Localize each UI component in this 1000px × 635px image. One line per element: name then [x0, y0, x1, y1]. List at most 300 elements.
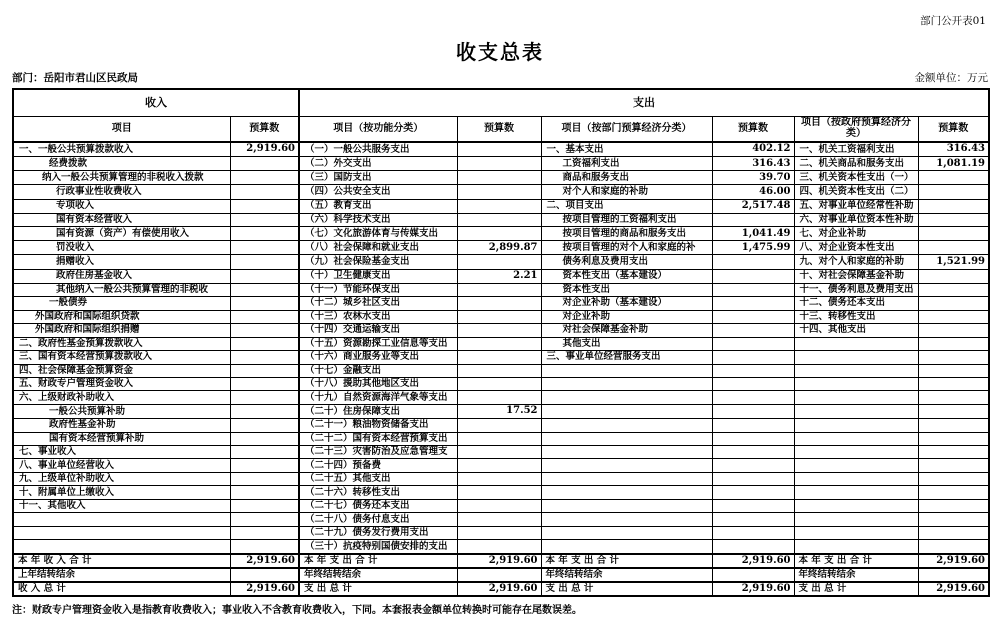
income-budget-cell: [230, 499, 299, 512]
table-row: [13, 526, 989, 539]
functional-item-cell: （十四）交通运输支出: [299, 324, 457, 337]
dept-econ-item-cell: 对个人和家庭的补助: [541, 185, 712, 199]
gov-econ-item-cell: 六、对事业单位资本性补助: [794, 213, 918, 226]
table-row: [13, 227, 989, 241]
income-item-cell: 八、事业单位经营收入: [13, 459, 230, 472]
dept-econ-budget-cell: [712, 297, 794, 310]
summary-row: [13, 568, 989, 582]
income-group-header: 收入: [13, 89, 299, 116]
dept-econ-budget-cell: [712, 459, 794, 472]
table-row: [13, 142, 989, 157]
functional-item-cell: （二十八）债务付息支出: [299, 513, 457, 526]
functional-item-cell: （七）文化旅游体育与传媒支出: [299, 227, 457, 241]
table-header: [13, 89, 989, 142]
summary-row: [13, 582, 989, 596]
income-budget-cell: [230, 432, 299, 445]
functional-item-cell: （二）外交支出: [299, 157, 457, 171]
functional-total-label-cell: 支 出 总 计: [299, 582, 457, 596]
income-budget-cell: [230, 255, 299, 269]
gov-econ-budget-cell: [918, 199, 989, 213]
gov-econ-budget-cell: 1,521.99: [918, 255, 989, 269]
table-row: [13, 472, 989, 485]
gov-econ-budget-cell: [918, 213, 989, 226]
gov-econ-item-cell: 十二、债务还本支出: [794, 297, 918, 310]
income-budget-cell: [230, 324, 299, 337]
gov-econ-item-cell: 一、机关工资福利支出: [794, 142, 918, 157]
gov-econ-item-cell: [794, 513, 918, 526]
gov-econ-item-cell: 八、对企业资本性支出: [794, 241, 918, 255]
table-row: [13, 283, 989, 296]
gov-econ-item-cell: 十四、其他支出: [794, 324, 918, 337]
gov-econ-budget-cell: [918, 171, 989, 185]
functional-budget-cell: [457, 499, 541, 512]
functional-total-value-cell: 2,919.60: [457, 554, 541, 568]
dept-econ-item-cell: 按项目管理的对个人和家庭的补: [541, 241, 712, 255]
income-budget-cell: [230, 404, 299, 418]
dept-econ-total-value-cell: 2,919.60: [712, 554, 794, 568]
income-item-cell: 行政事业性收费收入: [13, 185, 230, 199]
functional-item-cell: （二十三）灾害防治及应急管理支: [299, 445, 457, 458]
income-budget-cell: [230, 472, 299, 485]
dept-econ-budget-cell: [712, 324, 794, 337]
income-item-cell: 纳入一般公共预算管理的非税收入拨款: [13, 171, 230, 185]
income-item-cell: 一、一般公共预算拨款收入: [13, 142, 230, 157]
gov-econ-item-cell: 十、对社会保障基金补助: [794, 269, 918, 283]
dept-econ-budget-cell: [712, 472, 794, 485]
functional-budget-cell: [457, 540, 541, 554]
income-budget-cell: [230, 297, 299, 310]
functional-budget-cell: [457, 310, 541, 323]
functional-item-cell: （九）社会保险基金支出: [299, 255, 457, 269]
dept-econ-budget-cell: 1,041.49: [712, 227, 794, 241]
dept-econ-item-cell: 按项目管理的商品和服务支出: [541, 227, 712, 241]
functional-total-value-cell: [457, 568, 541, 582]
income-item-cell: [13, 513, 230, 526]
functional-item-cell: （二十四）预备费: [299, 459, 457, 472]
gov-econ-item-cell: 十三、转移性支出: [794, 310, 918, 323]
gov-econ-budget-cell: [918, 227, 989, 241]
dept-econ-budget-cell: [712, 364, 794, 377]
income-item-cell: 专项收入: [13, 199, 230, 213]
gov-econ-budget-cell: [918, 283, 989, 296]
gov-econ-item-cell: [794, 526, 918, 539]
dept-econ-budget-cell: [712, 269, 794, 283]
functional-budget-cell: [457, 227, 541, 241]
col-header-income-budget: 预算数: [230, 116, 299, 142]
meta-row: [12, 70, 988, 85]
gov-econ-budget-cell: [918, 513, 989, 526]
income-budget-cell: [230, 227, 299, 241]
dept-econ-budget-cell: [712, 377, 794, 390]
gov-econ-budget-cell: [918, 445, 989, 458]
income-budget-cell: [230, 269, 299, 283]
functional-budget-cell: [457, 377, 541, 390]
table-row: [13, 513, 989, 526]
income-item-cell: 十一、其他收入: [13, 499, 230, 512]
gov-econ-item-cell: [794, 391, 918, 404]
functional-budget-cell: [457, 199, 541, 213]
col-header-income-item: 项目: [13, 116, 230, 142]
table-row: [13, 213, 989, 226]
dept-econ-item-cell: [541, 540, 712, 554]
gov-econ-budget-cell: [918, 364, 989, 377]
dept-econ-budget-cell: [712, 391, 794, 404]
income-item-cell: 国有资本经营预算补助: [13, 432, 230, 445]
table-row: [13, 419, 989, 432]
gov-econ-budget-cell: [918, 377, 989, 390]
gov-econ-budget-cell: [918, 241, 989, 255]
income-budget-cell: [230, 157, 299, 171]
income-item-cell: 一般债券: [13, 297, 230, 310]
gov-econ-item-cell: 四、机关资本性支出（二）: [794, 185, 918, 199]
table-row: [13, 199, 989, 213]
income-budget-cell: [230, 351, 299, 364]
income-budget-cell: [230, 486, 299, 499]
dept-econ-item-cell: [541, 513, 712, 526]
dept-econ-total-label-cell: 年终结转结余: [541, 568, 712, 582]
gov-econ-item-cell: [794, 337, 918, 350]
dept-econ-item-cell: [541, 391, 712, 404]
income-budget-cell: [230, 419, 299, 432]
dept-econ-budget-cell: [712, 486, 794, 499]
col-header-dept-econ-budget: 预算数: [712, 116, 794, 142]
functional-budget-cell: [457, 391, 541, 404]
functional-item-cell: （十九）自然资源海洋气象等支出: [299, 391, 457, 404]
income-item-cell: 国有资源（资产）有偿使用收入: [13, 227, 230, 241]
income-budget-cell: [230, 241, 299, 255]
gov-econ-item-cell: 三、机关资本性支出（一）: [794, 171, 918, 185]
functional-budget-cell: [457, 213, 541, 226]
income-item-cell: 二、政府性基金预算拨款收入: [13, 337, 230, 350]
income-item-cell: 其他纳入一般公共预算管理的非税收: [13, 283, 230, 296]
functional-budget-cell: [457, 351, 541, 364]
table-row: [13, 540, 989, 554]
dept-econ-item-cell: [541, 445, 712, 458]
gov-econ-item-cell: [794, 445, 918, 458]
income-item-cell: 罚没收入: [13, 241, 230, 255]
functional-budget-cell: [457, 157, 541, 171]
dept-econ-budget-cell: 2,517.48: [712, 199, 794, 213]
income-item-cell: 三、国有资本经营预算拨款收入: [13, 351, 230, 364]
functional-budget-cell: [457, 142, 541, 157]
table-row: [13, 324, 989, 337]
dept-econ-item-cell: 二、项目支出: [541, 199, 712, 213]
dept-econ-budget-cell: [712, 404, 794, 418]
gov-econ-total-value-cell: [918, 568, 989, 582]
income-total-label-cell: 本 年 收 入 合 计: [13, 554, 230, 568]
functional-item-cell: （十七）金融支出: [299, 364, 457, 377]
dept-econ-budget-cell: [712, 499, 794, 512]
income-budget-cell: [230, 283, 299, 296]
expenditure-group-header: 支出: [299, 89, 989, 116]
dept-econ-budget-cell: [712, 432, 794, 445]
income-item-cell: 七、事业收入: [13, 445, 230, 458]
dept-econ-total-value-cell: 2,919.60: [712, 582, 794, 596]
income-budget-cell: [230, 445, 299, 458]
functional-budget-cell: [457, 472, 541, 485]
functional-item-cell: （二十一）粮油物资储备支出: [299, 419, 457, 432]
functional-budget-cell: 2,899.87: [457, 241, 541, 255]
table-row: [13, 459, 989, 472]
income-total-label-cell: 上年结转结余: [13, 568, 230, 582]
dept-econ-budget-cell: [712, 540, 794, 554]
dept-econ-item-cell: 债务利息及费用支出: [541, 255, 712, 269]
table-row: [13, 499, 989, 512]
dept-econ-total-value-cell: [712, 568, 794, 582]
functional-budget-cell: [457, 486, 541, 499]
dept-econ-budget-cell: [712, 255, 794, 269]
functional-item-cell: （十一）节能环保支出: [299, 283, 457, 296]
table-row: [13, 337, 989, 350]
income-item-cell: 政府性基金补助: [13, 419, 230, 432]
income-item-cell: 捐赠收入: [13, 255, 230, 269]
gov-econ-item-cell: 七、对企业补助: [794, 227, 918, 241]
summary-row: [13, 554, 989, 568]
functional-budget-cell: [457, 255, 541, 269]
functional-budget-cell: 2.21: [457, 269, 541, 283]
gov-econ-item-cell: 十一、债务利息及费用支出: [794, 283, 918, 296]
gov-econ-total-label-cell: 本 年 支 出 合 计: [794, 554, 918, 568]
column-header-row: [13, 116, 989, 142]
functional-item-cell: （二十）住房保障支出: [299, 404, 457, 418]
table-row: [13, 255, 989, 269]
functional-budget-cell: 17.52: [457, 404, 541, 418]
income-item-cell: 六、上级财政补助收入: [13, 391, 230, 404]
functional-budget-cell: [457, 283, 541, 296]
table-row: [13, 171, 989, 185]
dept-econ-budget-cell: 1,475.99: [712, 241, 794, 255]
functional-item-cell: （二十五）其他支出: [299, 472, 457, 485]
income-item-cell: 经费拨款: [13, 157, 230, 171]
dept-econ-budget-cell: 402.12: [712, 142, 794, 157]
dept-econ-item-cell: [541, 486, 712, 499]
page-title: 收支总表: [456, 40, 544, 64]
gov-econ-budget-cell: 316.43: [918, 142, 989, 157]
dept-econ-budget-cell: [712, 419, 794, 432]
gov-econ-budget-cell: [918, 526, 989, 539]
dept-econ-budget-cell: [712, 283, 794, 296]
income-total-value-cell: 2,919.60: [230, 582, 299, 596]
dept-econ-item-cell: [541, 404, 712, 418]
functional-item-cell: （三）国防支出: [299, 171, 457, 185]
income-total-label-cell: 收 入 总 计: [13, 582, 230, 596]
table-row: [13, 445, 989, 458]
dept-econ-budget-cell: [712, 351, 794, 364]
dept-econ-budget-cell: [712, 213, 794, 226]
gov-econ-total-value-cell: 2,919.60: [918, 582, 989, 596]
gov-econ-item-cell: [794, 377, 918, 390]
functional-item-cell: （二十七）债务还本支出: [299, 499, 457, 512]
functional-item-cell: （十五）资源勘探工业信息等支出: [299, 337, 457, 350]
income-budget-cell: [230, 391, 299, 404]
income-budget-cell: [230, 459, 299, 472]
functional-item-cell: （八）社会保障和就业支出: [299, 241, 457, 255]
gov-econ-budget-cell: [918, 351, 989, 364]
gov-econ-budget-cell: [918, 404, 989, 418]
functional-budget-cell: [457, 445, 541, 458]
table-row: [13, 297, 989, 310]
table-row: [13, 351, 989, 364]
gov-econ-item-cell: [794, 404, 918, 418]
dept-econ-item-cell: 资本性支出（基本建设）: [541, 269, 712, 283]
functional-total-label-cell: 本 年 支 出 合 计: [299, 554, 457, 568]
amount-unit-label: 金额单位：万元: [914, 72, 988, 84]
gov-econ-budget-cell: [918, 499, 989, 512]
gov-econ-item-cell: [794, 364, 918, 377]
dept-econ-item-cell: 资本性支出: [541, 283, 712, 296]
dept-econ-item-cell: 对企业补助: [541, 310, 712, 323]
group-header-row: [13, 89, 989, 116]
income-item-cell: 政府住房基金收入: [13, 269, 230, 283]
dept-econ-budget-cell: [712, 337, 794, 350]
functional-budget-cell: [457, 324, 541, 337]
functional-item-cell: （六）科学技术支出: [299, 213, 457, 226]
gov-econ-budget-cell: [918, 391, 989, 404]
dept-econ-budget-cell: 316.43: [712, 157, 794, 171]
gov-econ-item-cell: [794, 351, 918, 364]
functional-item-cell: （二十九）债务发行费用支出: [299, 526, 457, 539]
gov-econ-total-label-cell: 支 出 总 计: [794, 582, 918, 596]
table-row: [13, 486, 989, 499]
table-row: [13, 269, 989, 283]
income-budget-cell: [230, 526, 299, 539]
gov-econ-item-cell: 二、机关商品和服务支出: [794, 157, 918, 171]
dept-econ-item-cell: 三、事业单位经营服务支出: [541, 351, 712, 364]
income-budget-cell: [230, 213, 299, 226]
gov-econ-item-cell: [794, 432, 918, 445]
income-budget-cell: [230, 337, 299, 350]
gov-econ-total-label-cell: 年终结转结余: [794, 568, 918, 582]
dept-econ-item-cell: [541, 499, 712, 512]
gov-econ-total-value-cell: 2,919.60: [918, 554, 989, 568]
functional-item-cell: （四）公共安全支出: [299, 185, 457, 199]
table-body: [13, 142, 989, 554]
functional-budget-cell: [457, 459, 541, 472]
gov-econ-item-cell: [794, 419, 918, 432]
gov-econ-item-cell: [794, 540, 918, 554]
dept-econ-budget-cell: 39.70: [712, 171, 794, 185]
gov-econ-budget-cell: [918, 419, 989, 432]
income-budget-cell: [230, 364, 299, 377]
dept-econ-item-cell: 对社会保障基金补助: [541, 324, 712, 337]
gov-econ-budget-cell: 1,081.19: [918, 157, 989, 171]
income-budget-cell: [230, 199, 299, 213]
col-header-dept-econ-item: 项目（按部门预算经济分类）: [541, 116, 712, 142]
budget-table: [12, 88, 990, 597]
col-header-gov-econ-budget: 预算数: [918, 116, 989, 142]
gov-econ-item-cell: [794, 472, 918, 485]
gov-econ-budget-cell: [918, 297, 989, 310]
table-row: [13, 404, 989, 418]
income-budget-cell: 2,919.60: [230, 142, 299, 157]
col-header-functional-item: 项目（按功能分类）: [299, 116, 457, 142]
dept-econ-item-cell: 一、基本支出: [541, 142, 712, 157]
functional-budget-cell: [457, 526, 541, 539]
dept-econ-total-label-cell: 支 出 总 计: [541, 582, 712, 596]
income-item-cell: 国有资本经营收入: [13, 213, 230, 226]
dept-econ-item-cell: [541, 526, 712, 539]
table-row: [13, 432, 989, 445]
gov-econ-budget-cell: [918, 459, 989, 472]
functional-item-cell: （二十六）转移性支出: [299, 486, 457, 499]
dept-econ-budget-cell: [712, 445, 794, 458]
dept-econ-item-cell: 其他支出: [541, 337, 712, 350]
functional-budget-cell: [457, 513, 541, 526]
dept-econ-budget-cell: 46.00: [712, 185, 794, 199]
footnote: 注：财政专户管理资金收入是指教育收费收入；事业收入不含教育收费收入，下同。本套报表金额单位转换时可能存在尾数误差。: [12, 605, 582, 616]
dept-econ-budget-cell: [712, 513, 794, 526]
dept-econ-total-label-cell: 本 年 支 出 合 计: [541, 554, 712, 568]
income-item-cell: 四、社会保障基金预算资金: [13, 364, 230, 377]
dept-econ-budget-cell: [712, 526, 794, 539]
functional-budget-cell: [457, 297, 541, 310]
gov-econ-item-cell: [794, 486, 918, 499]
functional-item-cell: （十八）援助其他地区支出: [299, 377, 457, 390]
income-budget-cell: [230, 310, 299, 323]
functional-budget-cell: [457, 337, 541, 350]
functional-budget-cell: [457, 432, 541, 445]
gov-econ-budget-cell: [918, 269, 989, 283]
functional-item-cell: （五）教育支出: [299, 199, 457, 213]
dept-econ-item-cell: [541, 432, 712, 445]
department-label: 部门：岳阳市君山区民政局: [12, 72, 138, 84]
income-budget-cell: [230, 377, 299, 390]
gov-econ-item-cell: 五、对事业单位经常性补助: [794, 199, 918, 213]
gov-econ-budget-cell: [918, 337, 989, 350]
dept-econ-item-cell: 工资福利支出: [541, 157, 712, 171]
table-row: [13, 310, 989, 323]
functional-budget-cell: [457, 364, 541, 377]
functional-item-cell: （十六）商业服务业等支出: [299, 351, 457, 364]
dept-econ-item-cell: [541, 364, 712, 377]
income-budget-cell: [230, 540, 299, 554]
gov-econ-budget-cell: [918, 540, 989, 554]
dept-econ-item-cell: [541, 377, 712, 390]
income-item-cell: 外国政府和国际组织贷款: [13, 310, 230, 323]
gov-econ-budget-cell: [918, 486, 989, 499]
col-header-functional-budget: 预算数: [457, 116, 541, 142]
dept-econ-item-cell: 对企业补助（基本建设）: [541, 297, 712, 310]
functional-total-label-cell: 年终结转结余: [299, 568, 457, 582]
functional-item-cell: （十三）农林水支出: [299, 310, 457, 323]
functional-item-cell: （一）一般公共服务支出: [299, 142, 457, 157]
functional-item-cell: （三十）抗疫特别国债安排的支出: [299, 540, 457, 554]
gov-econ-budget-cell: [918, 185, 989, 199]
income-item-cell: 一般公共预算补助: [13, 404, 230, 418]
gov-econ-budget-cell: [918, 432, 989, 445]
income-budget-cell: [230, 171, 299, 185]
gov-econ-item-cell: [794, 499, 918, 512]
income-item-cell: 十、附属单位上缴收入: [13, 486, 230, 499]
functional-total-value-cell: 2,919.60: [457, 582, 541, 596]
table-row: [13, 185, 989, 199]
income-item-cell: [13, 526, 230, 539]
functional-budget-cell: [457, 419, 541, 432]
gov-econ-budget-cell: [918, 310, 989, 323]
col-header-gov-econ-item: 项目（按政府预算经济分类）: [794, 116, 918, 142]
income-total-value-cell: 2,919.60: [230, 554, 299, 568]
table-row: [13, 364, 989, 377]
income-item-cell: 九、上级单位补助收入: [13, 472, 230, 485]
income-item-cell: 五、财政专户管理资金收入: [13, 377, 230, 390]
dept-econ-item-cell: 商品和服务支出: [541, 171, 712, 185]
dept-econ-budget-cell: [712, 310, 794, 323]
income-item-cell: 外国政府和国际组织捐赠: [13, 324, 230, 337]
income-total-value-cell: [230, 568, 299, 582]
dept-econ-item-cell: [541, 459, 712, 472]
functional-budget-cell: [457, 171, 541, 185]
table-row: [13, 391, 989, 404]
